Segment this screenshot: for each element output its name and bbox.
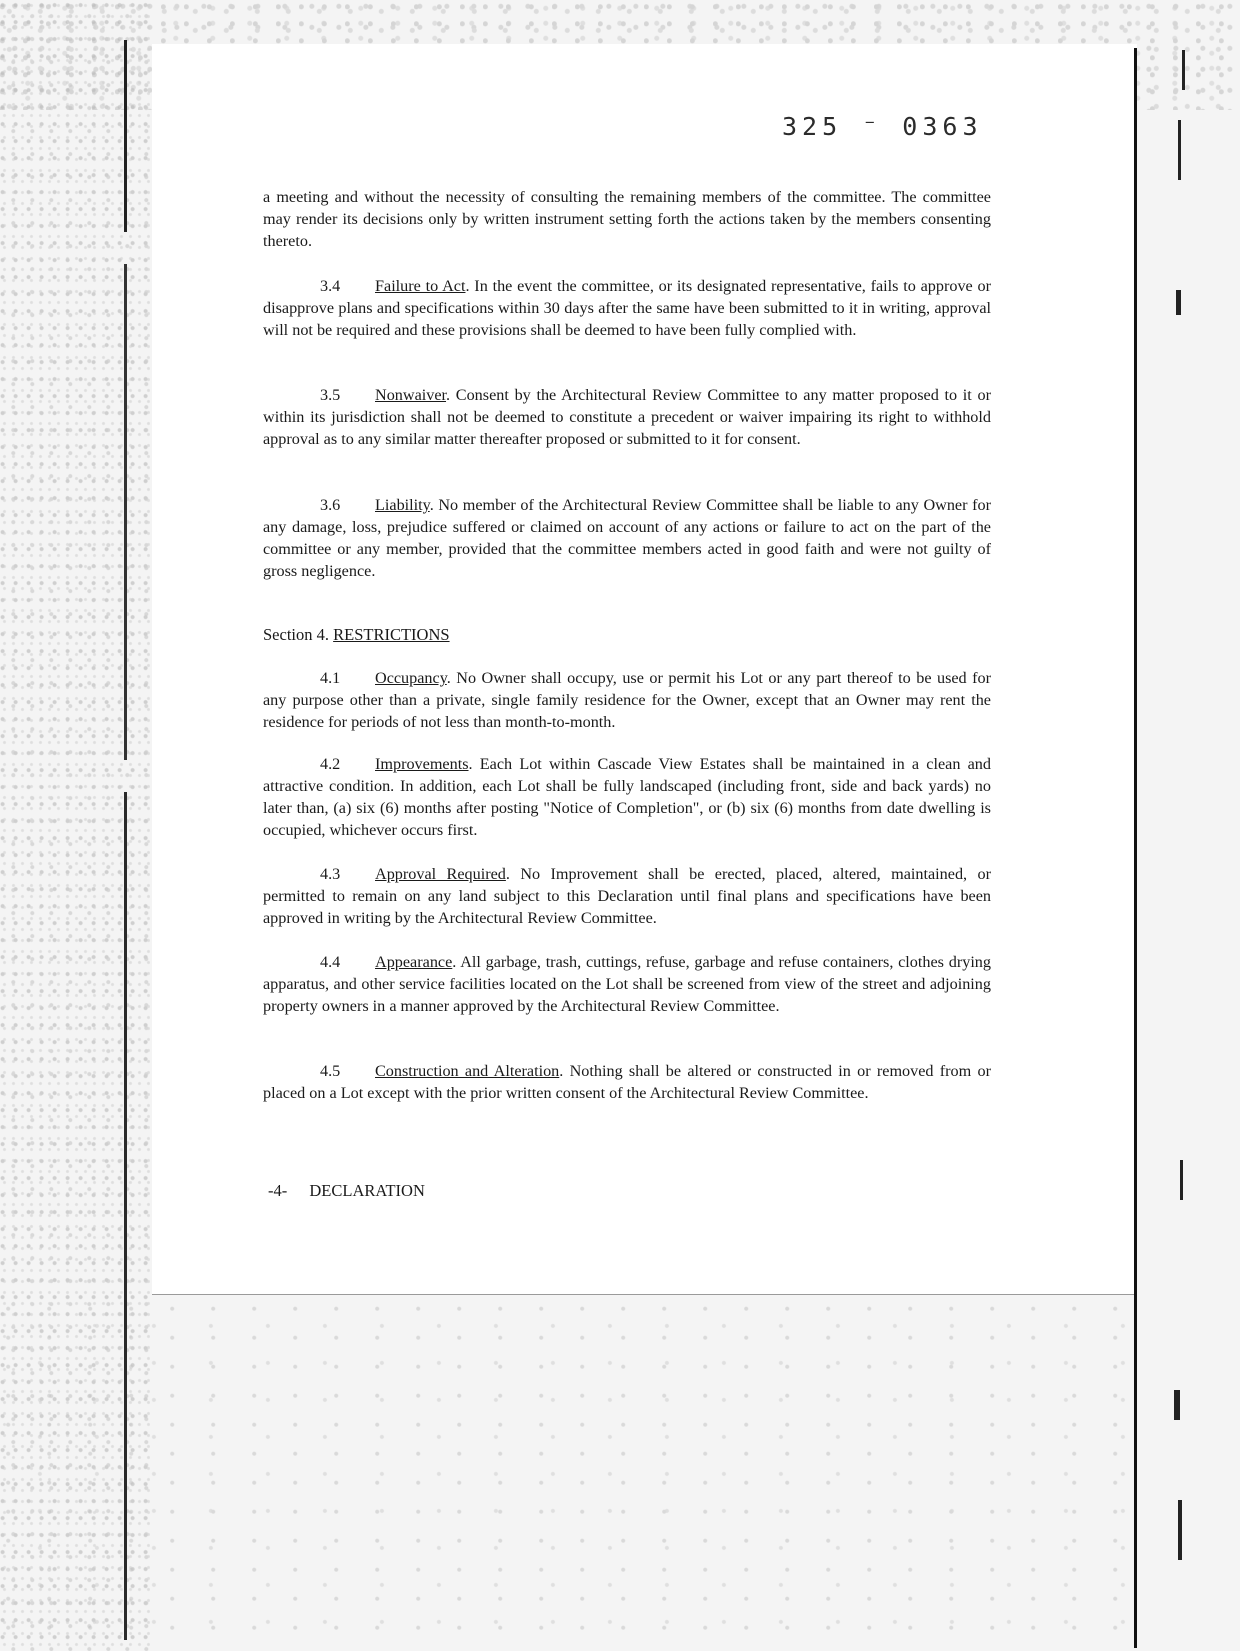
intro-paragraph: a meeting and without the necessity of consulting the remaining members of the committee. The committee may render its decisions only by written instrument setting forth the actions taken by the members consenting thereto. (263, 188, 991, 250)
paragraph-text: . Consent by the Architectural Review Committee to any matter proposed to it or within its jurisdiction shall not be deemed to constitute a precedent or waiver impairing its right to withhold approval as to any similar matter thereafter proposed or submitted to it for consent. (263, 386, 991, 448)
paragraph-number: 3.5 (320, 386, 341, 404)
paragraph-3-6 (263, 494, 991, 582)
paragraph-number: 4.2 (320, 755, 341, 773)
page-stamp: 325 ⁻ 0363 (782, 112, 983, 141)
paragraph-number: 4.4 (320, 953, 341, 971)
paragraph-text: . All garbage, trash, cuttings, refuse, garbage and refuse containers, clothes drying apparatus, and other service facilities located on the Lot shall be screened from view of the street and adjoining property owners in a manner approved by the Architectural Review Committee. (263, 953, 991, 1015)
paragraph-text: . In the event the committee, or its designated representative, fails to approve or disapprove plans and specifications within 30 days after the same have been submitted to it in writing, approval will not be required and these provisions shall be deemed to have been fully complied with. (263, 277, 992, 339)
paragraph-heading: Improvements (375, 755, 469, 773)
paragraph-heading: Occupancy (375, 669, 447, 687)
paragraph-4-4 (263, 951, 991, 1017)
paragraph-number: 3.6 (320, 496, 341, 514)
paragraph-heading: Failure to Act (375, 277, 466, 295)
paragraph-text: . No Owner shall occupy, use or permit his Lot or any part thereof to be used for any purpose other than a private, single family residence for the Owner, except that an Owner may rent the residence for periods of not less than month-to-month. (263, 669, 991, 731)
scan-noise-bottom (0, 1300, 1140, 1651)
page-footer (268, 1181, 425, 1201)
paragraph-heading: Approval Required (375, 865, 506, 883)
paragraph-number: 4.3 (320, 865, 341, 883)
paragraph-number: 4.1 (320, 669, 341, 687)
paragraph-number: 3.4 (320, 277, 341, 295)
paragraph-text: . Nothing shall be altered or constructed in or removed from or placed on a Lot except with the prior written consent of the Architectural Review Committee. (263, 1062, 991, 1102)
paragraph-text: . No Improvement shall be erected, placed, altered, maintained, or permitted to remain on any land subject to this Declaration until final plans and specifications have been approved in writing by the Architectural Review Committee. (263, 865, 991, 927)
paragraph-4-1 (263, 667, 991, 733)
paragraph-number: 4.5 (320, 1062, 341, 1080)
paragraph-4-3 (263, 863, 991, 929)
right-margin-marks (1160, 40, 1220, 1640)
paragraph-4-2 (263, 753, 991, 841)
footer-page-number: -4- (268, 1181, 288, 1200)
paragraph-heading: Nonwaiver (375, 386, 447, 404)
footer-document-name: DECLARATION (309, 1181, 425, 1200)
paragraph-text: . Each Lot within Cascade View Estates shall be maintained in a clean and attractive condition. In addition, each Lot shall be fully landscaped (including front, side and back yards) no later than, (a) six (6) months after posting "Notice of Completion", or (b) six (6) months from date dwelling is occupied, whichever occurs first. (263, 755, 991, 839)
section-heading (263, 625, 450, 645)
paragraph-heading: Liability (375, 496, 430, 514)
paragraph-3-4 (263, 275, 991, 341)
paragraph-3-5 (263, 384, 991, 450)
section-label: Section 4. (263, 625, 329, 644)
paragraph-heading: Construction and Alteration (375, 1062, 560, 1080)
paragraph-text: . No member of the Architectural Review Committee shall be liable to any Owner for any damage, loss, prejudice suffered or claimed on account of any actions or failure to act on the part of the committee or any member, provided that the committee members acted in good faith and were not guilty of gross negligence. (263, 496, 991, 580)
left-margin-rule (124, 40, 127, 1640)
right-margin-rule (1134, 48, 1137, 1648)
section-title: RESTRICTIONS (333, 625, 450, 644)
paragraph-heading: Appearance (375, 953, 453, 971)
paragraph-4-5 (263, 1060, 991, 1104)
